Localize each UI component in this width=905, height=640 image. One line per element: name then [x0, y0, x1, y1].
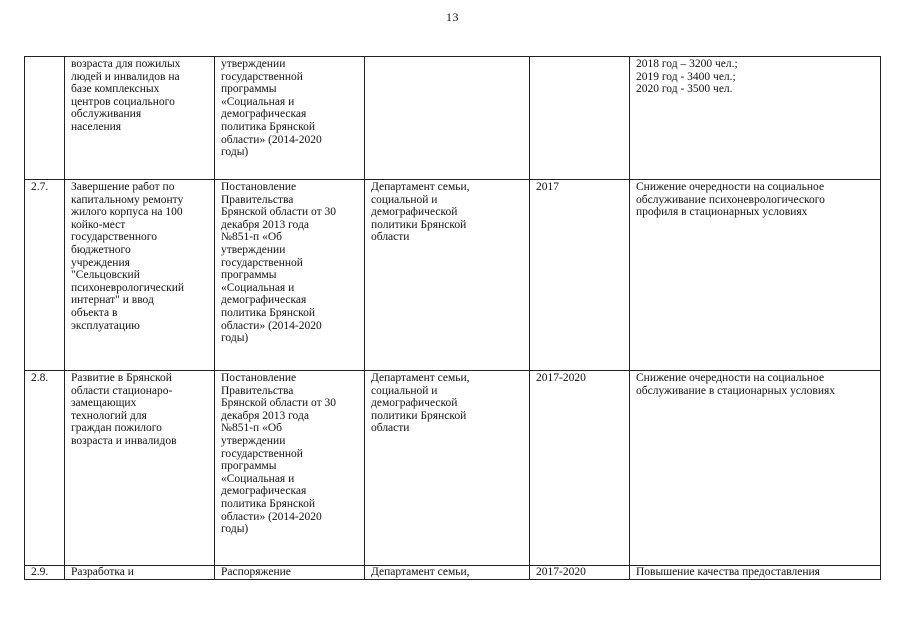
cell-number: 2.9.: [25, 566, 65, 580]
cell-number: 2.7.: [25, 180, 65, 371]
cell-legal-basis: Постановление Правительства Брянской области от 30 декабря 2013 года №851-п «Об утверждении государственной программы «Социальная и демографическая политика Брянской области» (2014-2020 годы): [215, 371, 365, 566]
cell-term: 2017-2020: [530, 566, 630, 580]
cell-legal-basis: Распоряжение: [215, 566, 365, 580]
cell-number: 2.8.: [25, 371, 65, 566]
cell-number: [25, 57, 65, 180]
cell-executor: Департамент семьи, социальной и демографической политики Брянской области: [365, 180, 530, 371]
cell-legal-basis: Постановление Правительства Брянской области от 30 декабря 2013 года №851-п «Об утверждении государственной программы «Социальная и демографическая политика Брянской области» (2014-2020 годы): [215, 180, 365, 371]
cell-executor: Департамент семьи,: [365, 566, 530, 580]
table-row: [25, 566, 881, 580]
page-number: 13: [446, 10, 459, 24]
measures-table: [24, 56, 881, 580]
cell-term: [530, 57, 630, 180]
cell-term: 2017: [530, 180, 630, 371]
cell-legal-basis: утверждении государственной программы «Социальная и демографическая политика Брянской области» (2014-2020 годы): [215, 57, 365, 180]
table-row: [25, 180, 881, 371]
cell-measure-name: Развитие в Брянской области стационаро- замещающих технологий для граждан пожилого возраста и инвалидов: [65, 371, 215, 566]
cell-indicator: Повышение качества предоставления: [630, 566, 881, 580]
cell-measure-name: Завершение работ по капитальному ремонту жилого корпуса на 100 койко-мест государственного бюджетного учреждения "Сельцовский психоневрологический интернат" и ввод объекта в эксплуатацию: [65, 180, 215, 371]
cell-indicator: Снижение очередности на социальное обслуживание в стационарных условиях: [630, 371, 881, 566]
table-row: [25, 57, 881, 180]
table-row: [25, 371, 881, 566]
cell-indicator: Снижение очередности на социальное обслуживание психоневрологического профиля в стационарных условиях: [630, 180, 881, 371]
cell-executor: Департамент семьи, социальной и демографической политики Брянской области: [365, 371, 530, 566]
cell-measure-name: Разработка и: [65, 566, 215, 580]
cell-measure-name: возраста для пожилых людей и инвалидов на базе комплексных центров социального обслуживания населения: [65, 57, 215, 180]
cell-term: 2017-2020: [530, 371, 630, 566]
cell-indicator: 2018 год – 3200 чел.; 2019 год - 3400 чел.; 2020 год - 3500 чел.: [630, 57, 881, 180]
cell-executor: [365, 57, 530, 180]
